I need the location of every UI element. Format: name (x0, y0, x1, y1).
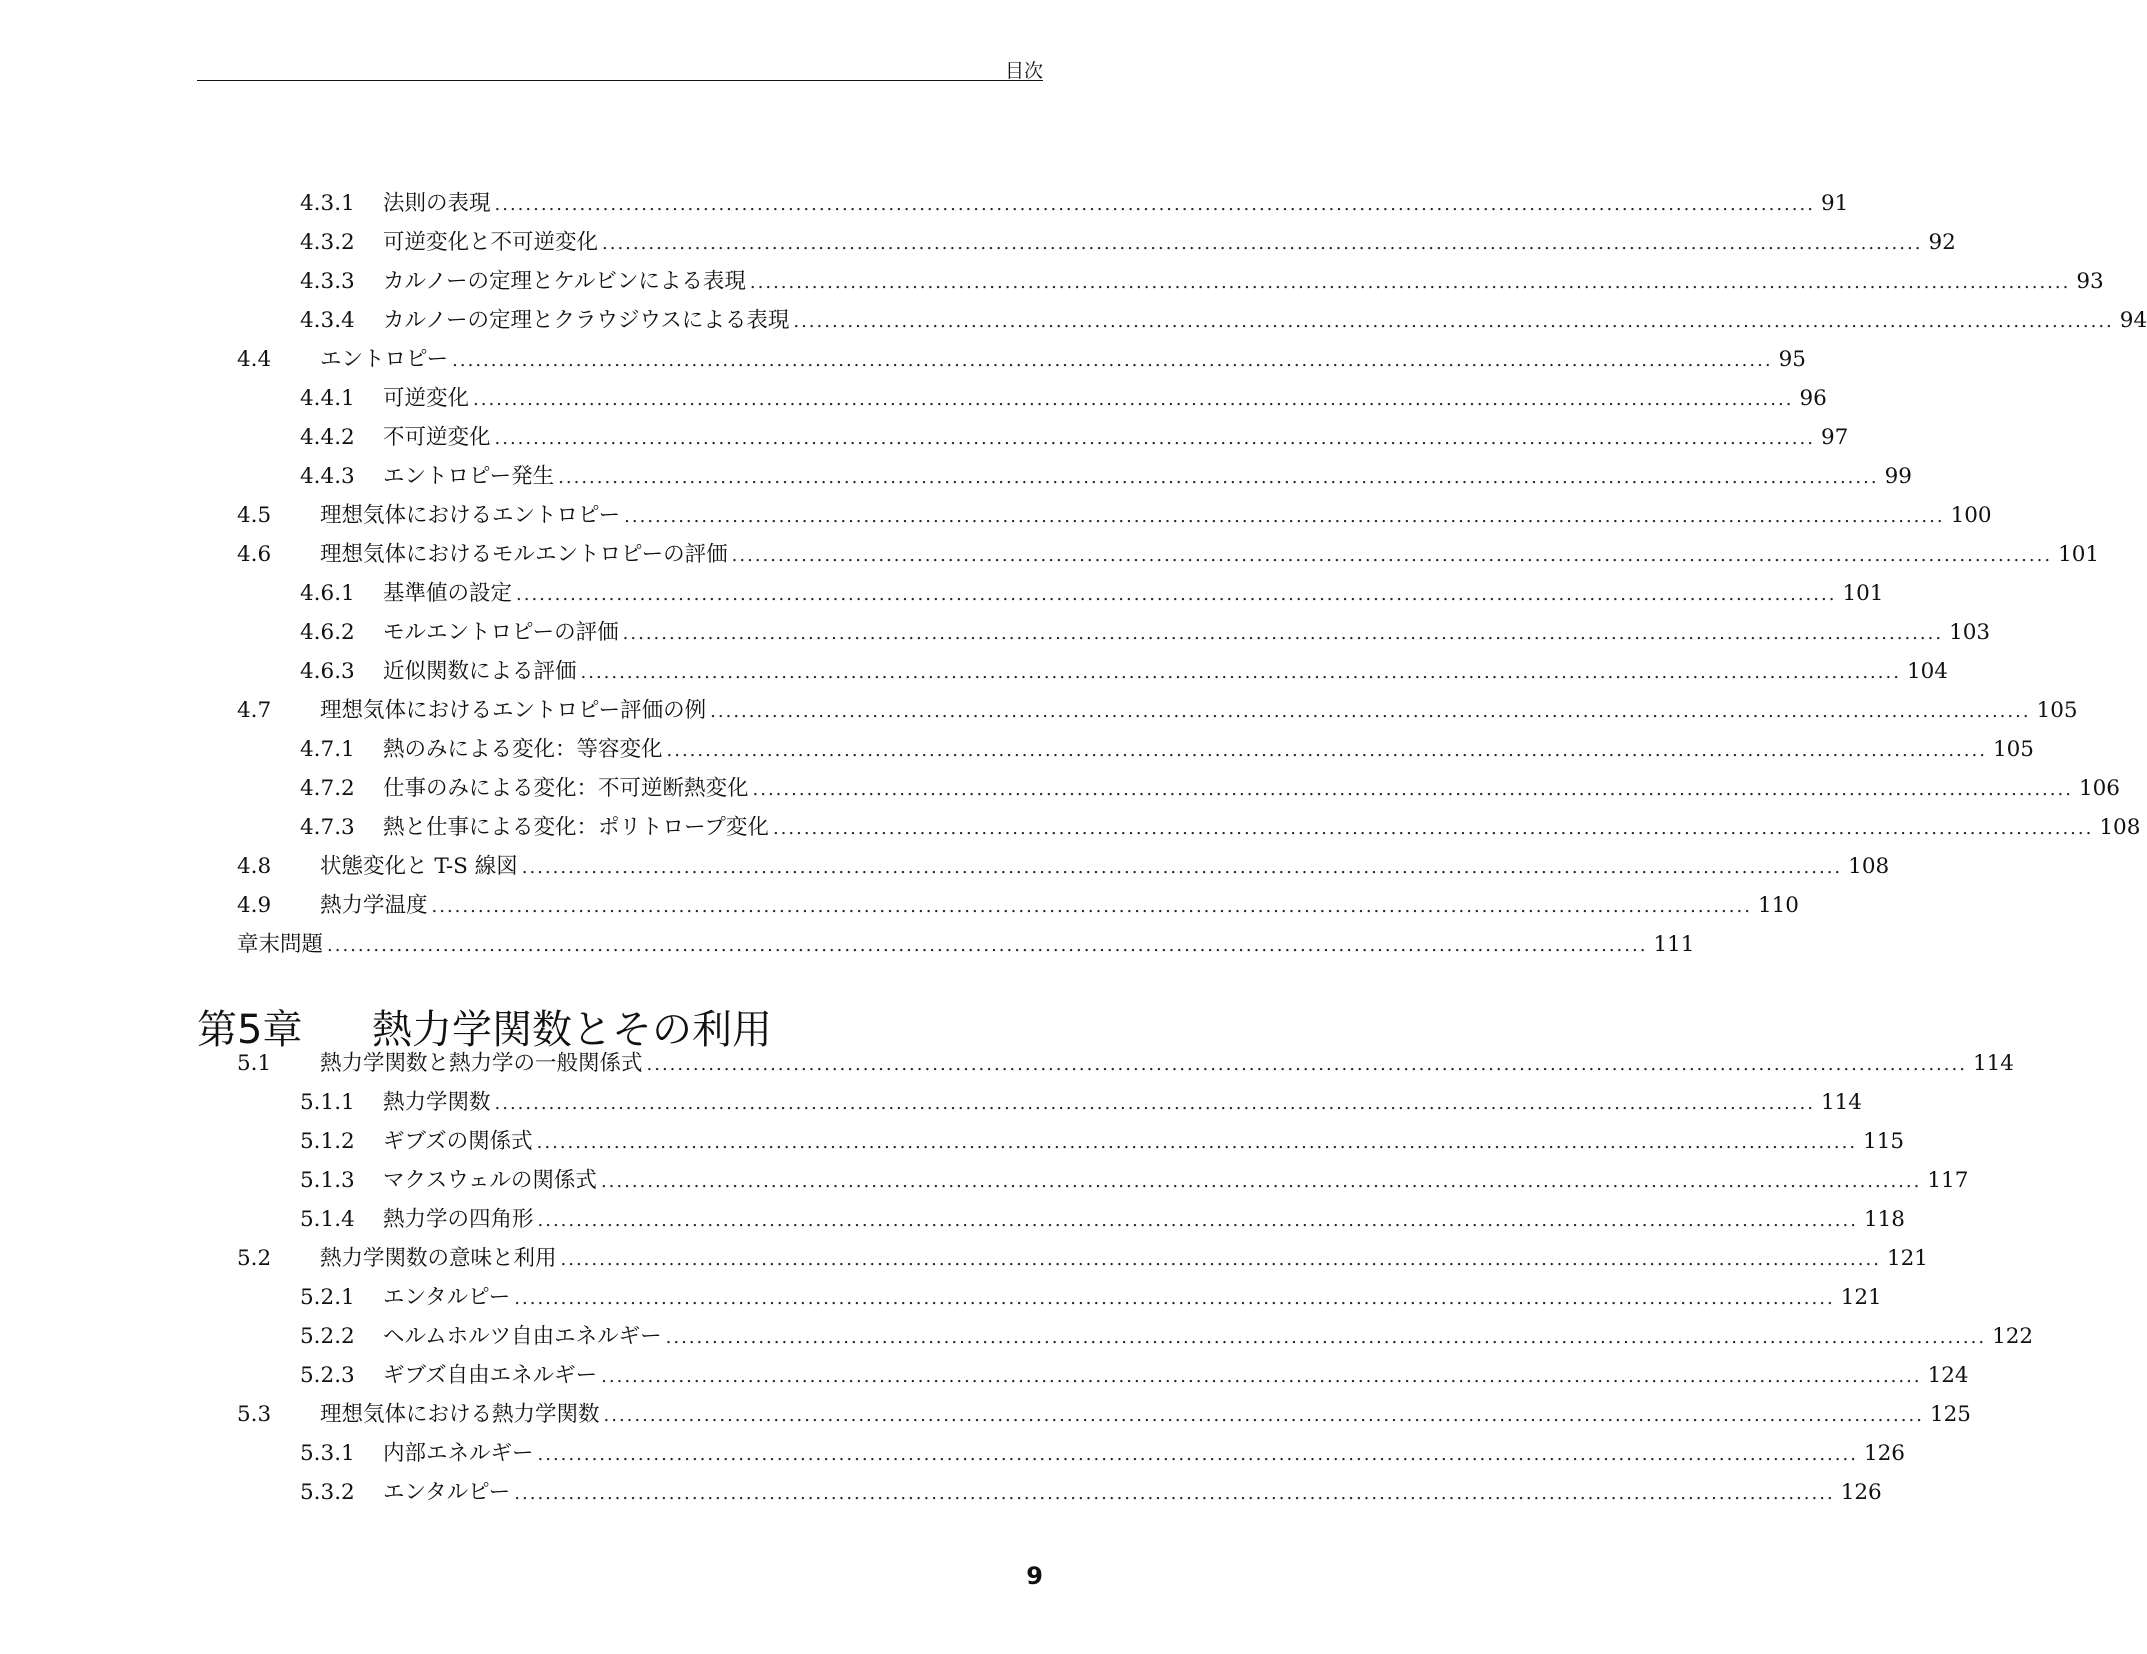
page-number: 115 (1863, 1129, 1905, 1154)
leader-dots: ........................................................................................................................................................................... (749, 272, 2071, 293)
toc-entry-5-1-4[interactable] (0, 1202, 1905, 1238)
section-number: 5.1.2 (300, 1129, 355, 1154)
section-title: 理想気体におけるモルエントロピーの評価 (320, 542, 728, 567)
page-number: 117 (1927, 1168, 1969, 1193)
page-number: 95 (1778, 347, 1806, 372)
page-number: 97 (1820, 425, 1849, 450)
section-title: 熱力学関数と熱力学の一般関係式 (320, 1051, 643, 1076)
leader-dots: ........................................................................................................................................................................... (580, 662, 1901, 683)
section-number: 5.3 (237, 1402, 272, 1427)
section-title: 理想気体におけるエントロピー (320, 503, 621, 528)
section-number: 5.1.3 (300, 1168, 355, 1193)
leader-dots: ........................................................................................................................................................................... (600, 1171, 1922, 1192)
leader-dots: ........................................................................................................................................................................... (521, 857, 1843, 878)
section-title: カルノーの定理とクラウジウスによる表現 (383, 308, 790, 333)
page-number: 122 (1992, 1324, 2034, 1349)
leader-dots: ........................................................................................................................................................................... (772, 818, 2094, 839)
toc-entry-5-2-1[interactable] (0, 1280, 1882, 1316)
section-number: 5.3.1 (300, 1441, 355, 1466)
leader-dots: ........................................................................................................................................................................... (473, 389, 1794, 410)
section-number: 4.7 (237, 698, 272, 723)
page-number: 99 (1884, 464, 1912, 489)
toc-entry-5-1-3[interactable] (0, 1163, 1969, 1199)
page-number: 92 (1928, 230, 1956, 255)
toc-entry-4-6-2[interactable] (0, 615, 1991, 651)
toc-entry-4-3-2[interactable] (0, 225, 1956, 261)
section-title: 不可逆変化 (383, 425, 491, 450)
running-head (0, 0, 1165, 90)
page-number: 106 (2078, 776, 2120, 801)
leader-dots: ........................................................................................................................................................................... (327, 935, 1648, 956)
page-number: 103 (1949, 620, 1991, 645)
leader-dots: ........................................................................................................................................................................... (602, 233, 1923, 254)
page-number: 101 (2058, 542, 2100, 567)
page-number: 114 (1972, 1051, 2014, 1076)
page-number: 105 (2036, 698, 2078, 723)
page-number: 96 (1799, 386, 1827, 411)
leader-dots: ........................................................................................................................................................................... (622, 623, 1944, 644)
leader-dots: ........................................................................................................................................................................... (452, 350, 1773, 371)
toc-entry-5-2[interactable] (0, 1241, 1928, 1277)
chapter-number: 第5章 (197, 1007, 303, 1053)
toc-entry-5-1-1[interactable] (0, 1085, 1862, 1121)
section-title: カルノーの定理とケルビンによる表現 (383, 269, 746, 294)
section-title: ヘルムホルツ自由エネルギー (383, 1324, 662, 1349)
section-title: モルエントロピーの評価 (383, 620, 619, 645)
leader-dots: ........................................................................................................................................................................... (646, 1054, 1967, 1075)
section-number: 5.1.1 (300, 1090, 355, 1115)
section-number: 4.6 (237, 542, 272, 567)
toc-entry-4-4-3[interactable] (0, 459, 1912, 495)
leader-dots: ........................................................................................................................................................................... (793, 311, 2114, 332)
leader-dots: ........................................................................................................................................................................... (494, 428, 1815, 449)
section-title: 基準値の設定 (383, 581, 513, 606)
toc-entry-4-7[interactable] (0, 693, 2078, 729)
toc-entry-5-3-2[interactable] (0, 1475, 1882, 1511)
leader-dots: ........................................................................................................................................................................... (666, 740, 1987, 761)
section-number: 4.3.2 (300, 230, 355, 255)
chapter-title: 熱力学関数とその利用 (372, 1007, 772, 1053)
page-number: 108 (1848, 854, 1890, 879)
toc-entry-4-7-3[interactable] (0, 810, 2141, 846)
leader-dots: ........................................................................................................................................................................... (494, 194, 1815, 215)
page-number: 91 (1820, 191, 1849, 216)
section-title: 熱力学温度 (320, 893, 428, 918)
section-title: 熱のみによる変化：等容変化 (383, 737, 663, 762)
leader-dots: ........................................................................................................................................................................... (536, 1132, 1858, 1153)
section-number: 4.4.3 (300, 464, 355, 489)
section-number: 5.1.4 (300, 1207, 355, 1232)
page-number: 105 (1992, 737, 2034, 762)
page-number: 114 (1820, 1090, 1862, 1115)
leader-dots: ........................................................................................................................................................................... (514, 1288, 1835, 1309)
toc-entry-4-4-2[interactable] (0, 420, 1849, 456)
section-title: 熱力学関数の意味と利用 (320, 1246, 557, 1271)
section-number: 5.3.2 (300, 1480, 355, 1505)
page-number: 101 (1842, 581, 1884, 606)
section-number: 4.7.1 (300, 737, 355, 762)
toc-entry-4-8[interactable] (0, 849, 1890, 885)
section-title: 可逆変化と不可逆変化 (383, 230, 599, 255)
toc-entry-4-6-1[interactable] (0, 576, 1884, 612)
toc-entry-5-2-3[interactable] (0, 1358, 1969, 1394)
running-head-title: 目次 (1004, 60, 1043, 82)
section-title: 近似関数による評価 (383, 659, 577, 684)
toc-entry-4-3-1[interactable] (0, 186, 1849, 222)
page-number: 121 (1840, 1285, 1882, 1310)
section-title: 熱力学関数 (383, 1090, 491, 1115)
section-title: 法則の表現 (383, 191, 491, 216)
toc-entry-4-4[interactable] (0, 342, 1806, 378)
toc-entry-4-4-1[interactable] (0, 381, 1827, 417)
section-title: 理想気体におけるエントロピー評価の例 (320, 698, 707, 723)
leader-dots: ........................................................................................................................................................................... (601, 1366, 1922, 1387)
leader-dots: ........................................................................................................................................................................... (516, 584, 1837, 605)
leader-dots: ........................................................................................................................................................................... (710, 701, 2031, 722)
section-number: 5.2.1 (300, 1285, 355, 1310)
section-number: 5.2.2 (300, 1324, 355, 1349)
page-folio: 9 (1026, 1562, 1043, 1590)
section-number: 4.6.1 (300, 581, 355, 606)
section-title: エントロピー (320, 347, 449, 372)
toc-entry-4-7-1[interactable] (0, 732, 2034, 768)
section-number: 4.9 (237, 893, 272, 918)
section-number: 4.5 (237, 503, 272, 528)
section-number: 4.3.1 (300, 191, 355, 216)
toc-entry-4-3-4[interactable] (0, 303, 2147, 339)
page-number: 125 (1929, 1402, 1971, 1427)
section-number: 5.2 (237, 1246, 272, 1271)
toc-entry-4-7-2[interactable] (0, 771, 2120, 807)
section-number: 5.1 (237, 1051, 272, 1076)
section-number: 4.4.1 (300, 386, 355, 411)
section-number: 4.3.4 (300, 308, 355, 333)
page-number: 93 (2076, 269, 2104, 294)
toc-entry-4-6-3[interactable] (0, 654, 1948, 690)
section-title: 理想気体における熱力学関数 (320, 1402, 600, 1427)
section-title: ギブズの関係式 (383, 1129, 533, 1154)
toc-entry-4-6[interactable] (0, 537, 2100, 573)
toc-entry-5-3[interactable] (0, 1397, 1971, 1433)
section-title: 熱と仕事による変化：ポリトロープ変化 (383, 815, 769, 840)
toc-entry-5-2-2[interactable] (0, 1319, 2034, 1355)
page-number: 124 (1927, 1363, 1969, 1388)
section-title: エンタルピー (383, 1480, 511, 1505)
header-rule (197, 80, 1043, 81)
section-number: 4.7.2 (300, 776, 355, 801)
page-number: 104 (1906, 659, 1948, 684)
leader-dots: ........................................................................................................................................................................... (752, 779, 2073, 800)
page-number: 126 (1863, 1441, 1905, 1466)
page-number: 111 (1653, 932, 1695, 957)
page-number: 121 (1886, 1246, 1928, 1271)
section-title: エントロピー発生 (383, 464, 555, 489)
leader-dots: ........................................................................................................................................................................... (514, 1483, 1835, 1504)
toc-entry-4-3-3[interactable] (0, 264, 2104, 300)
section-title: エンタルピー (383, 1285, 511, 1310)
section-title: 状態変化と T-S 線図 (320, 854, 518, 879)
toc-entry-4-9[interactable] (0, 888, 1799, 924)
section-title: 章末問題 (237, 932, 324, 957)
toc-entry-5-1[interactable] (0, 1046, 2014, 1082)
section-title: ギブズ自由エネルギー (383, 1363, 598, 1388)
page-number: 118 (1863, 1207, 1905, 1232)
page-number: 110 (1757, 893, 1799, 918)
section-title: 熱力学の四角形 (383, 1207, 534, 1232)
section-title: 仕事のみによる変化：不可逆断熱変化 (383, 776, 749, 801)
section-number: 4.6.2 (300, 620, 355, 645)
leader-dots: ........................................................................................................................................................................... (665, 1327, 1987, 1348)
section-number: 4.3.3 (300, 269, 355, 294)
toc-entry-4-5[interactable] (0, 498, 1992, 534)
section-number: 4.4 (237, 347, 272, 372)
section-number: 4.6.3 (300, 659, 355, 684)
leader-dots: ........................................................................................................................................................................... (537, 1444, 1858, 1465)
leader-dots: ........................................................................................................................................................................... (537, 1210, 1858, 1231)
leader-dots: ........................................................................................................................................................................... (624, 506, 1945, 527)
leader-dots: ........................................................................................................................................................................... (560, 1249, 1881, 1270)
page-number: 126 (1840, 1480, 1882, 1505)
leader-dots: ........................................................................................................................................................................... (494, 1093, 1815, 1114)
leader-dots: ........................................................................................................................................................................... (558, 467, 1879, 488)
page-number: 100 (1950, 503, 1992, 528)
leader-dots: ........................................................................................................................................................................... (603, 1405, 1924, 1426)
leader-dots: ........................................................................................................................................................................... (431, 896, 1752, 917)
toc-entry-5-1-2[interactable] (0, 1124, 1905, 1160)
page-number: 94 (2119, 308, 2147, 333)
toc-entry-chapter-exercises[interactable] (0, 927, 1695, 963)
section-number: 5.2.3 (300, 1363, 355, 1388)
section-number: 4.4.2 (300, 425, 355, 450)
section-number: 4.8 (237, 854, 272, 879)
section-number: 4.7.3 (300, 815, 355, 840)
toc-entry-5-3-1[interactable] (0, 1436, 1905, 1472)
section-title: 可逆変化 (383, 386, 470, 411)
leader-dots: ........................................................................................................................................................................... (731, 545, 2053, 566)
section-title: 内部エネルギー (383, 1441, 534, 1466)
section-title: マクスウェルの関係式 (383, 1168, 597, 1193)
page-number: 108 (2099, 815, 2141, 840)
